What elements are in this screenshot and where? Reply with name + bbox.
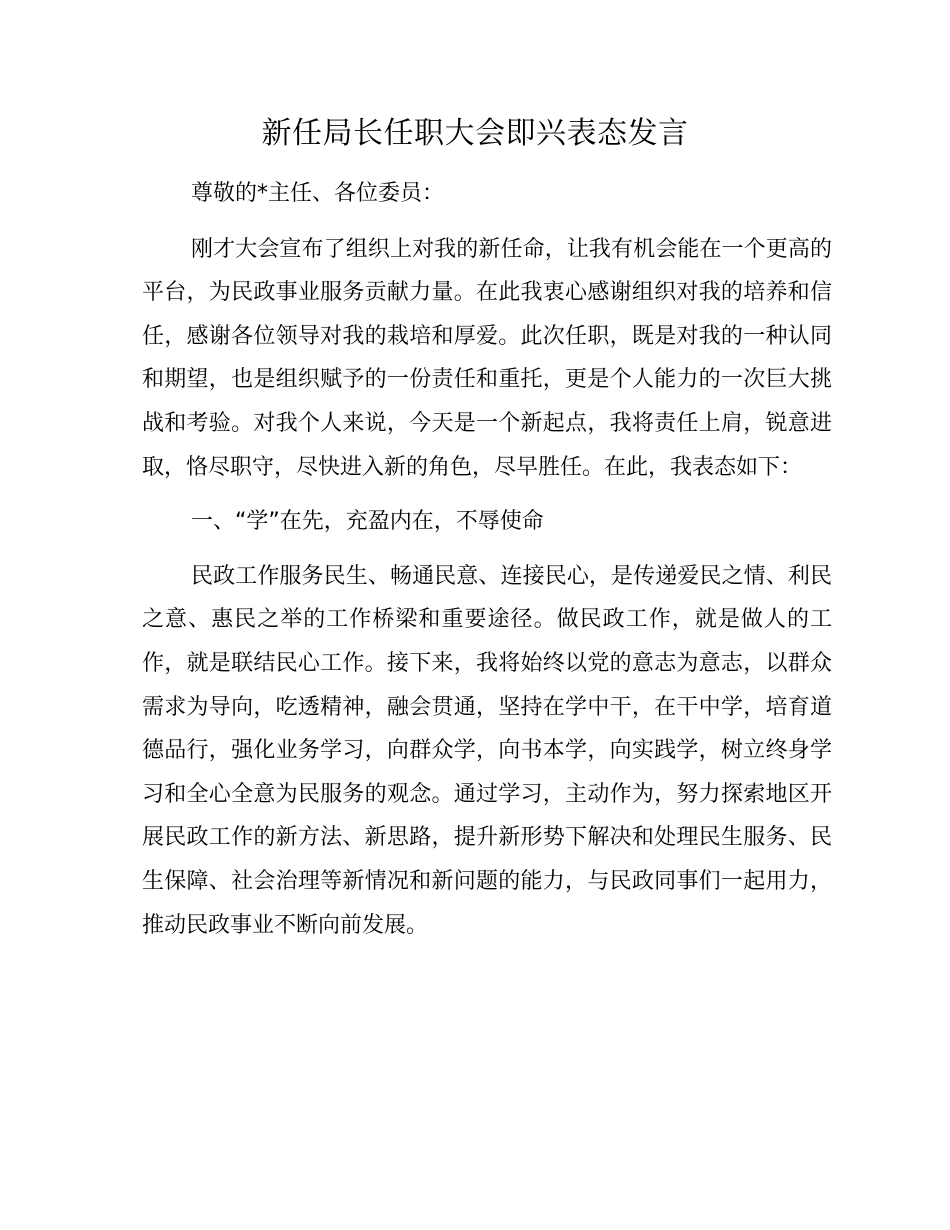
document-body xyxy=(142,172,832,947)
section-paragraph: 民政工作服务民生、畅通民意、连接民心，是传递爱民之情、利民之意、惠民之举的工作桥梁和重要途径。做民政工作，就是做人的工作，就是联结民心工作。接下来，我将始终以党的意志为意志，以群众需求为导向，吃透精神，融会贯通，坚持在学中干，在干中学，培育道德品行，强化业务学习，向群众学，向书本学，向实践学，树立终身学习和全心全意为民服务的观念。通过学习，主动作为，努力探索地区开展民政工作的新方法、新思路，提升新形势下解决和处理民生服务、民生保障、社会治理等新情况和新问题的能力，与民政同事们一起用力，推动民政事业不断向前发展。 xyxy=(142,563,832,938)
section-heading: 一、“学”在先，充盈内在，不辱使命 xyxy=(191,509,544,535)
document-title: 新任局长任职大会即兴表态发言 xyxy=(261,116,689,151)
opening-paragraph: 刚才大会宣布了组织上对我的新任命，让我有机会能在一个更高的平台，为民政事业服务贡献力量。在此我衷心感谢组织对我的培养和信任，感谢各位领导对我的栽培和厚爱。此次任职，既是对我的一种认同和期望，也是组织赋予的一份责任和重托，更是个人能力的一次巨大挑战和考验。对我个人来说，今天是一个新起点，我将责任上肩，锐意进取，恪尽职守，尽快进入新的角色，尽早胜任。在此，我表态如下： xyxy=(142,236,832,480)
salutation: 尊敬的*主任、各位委员： xyxy=(191,181,445,206)
